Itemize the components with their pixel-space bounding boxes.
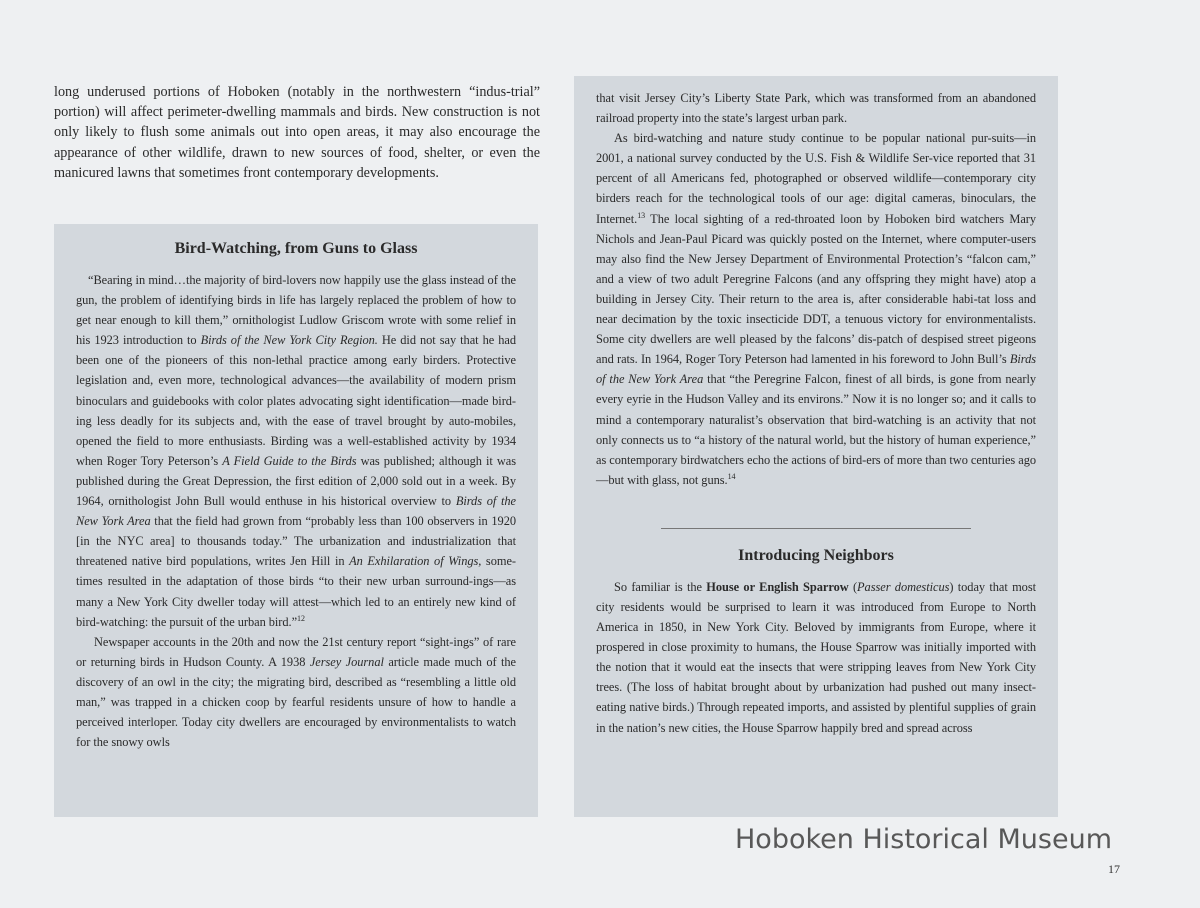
book-title-italic: Birds of the New York City Region. bbox=[200, 333, 378, 348]
book-title-italic: Birds of the New York Area bbox=[76, 494, 516, 529]
continued-box bbox=[574, 76, 1058, 817]
footnote-marker: 14 bbox=[727, 471, 736, 481]
book-title-italic: An Exhilaration of Wings, bbox=[349, 554, 482, 569]
sidebar-paragraph-2 bbox=[76, 632, 516, 753]
text-run: “Bearing in mind…the majority of bird-lovers now happily use the glass instead of the gun, the problem of identifying birds in life has largely replaced the problem of how to get near enough to kill them,” ornithologist Ludlow Griscom wrote with some relief in his 1923 introduction to bbox=[76, 273, 516, 348]
museum-watermark: Hoboken Historical Museum bbox=[735, 824, 1113, 855]
continued-paragraph: that visit Jersey City’s Liberty State Park, which was transformed from an abandoned railroad property into the state’s largest urban park. bbox=[596, 91, 1036, 126]
text-run: ) today that most city residents would be surprised to learn it was introduced from Europe to North America in 1850, in New York City. Beloved by immigrants from Europe, where it prospered in close proximity to humans, the House Sparrow was initially imported with the notion that it would eat the insects that were stripping leaves from New York City trees. (The loss of habitat brought about by urbanization had pushed out many insect-eating native birds.) Through repeated imports, and assisted by plentiful supplies of grain in the nation’s new cities, the House Sparrow happily bred and spread across bbox=[596, 579, 1036, 735]
book-title-italic: Birds of the New York Area bbox=[596, 352, 1036, 387]
birdwatching-paragraph bbox=[596, 128, 1036, 490]
latin-name-italic: Passer domesticus bbox=[857, 579, 950, 594]
intro-paragraph: long underused portions of Hoboken (notably in the northwestern “indus-trial” portion) will affect perimeter-dwelling mammals and birds. New construction is not only likely to flush some animals out into open areas, it may also encourage the appearance of other wildlife, drawn to new sources of food, shelter, or even the manicured lawns that sometimes front contemporary developments. bbox=[54, 84, 540, 181]
text-run: was published; although it was published during the Great Depression, the first edition of 2,000 sold out in a week. By 1964, ornithologist John Bull would enthuse in his historical overview to bbox=[76, 453, 516, 509]
text-run: that the field had grown from “probably less than 100 observers in 1920 [in the NYC area] to thousands today.” The urbanization and industrialization that threatened native bird populations, writes Jen Hill in bbox=[76, 514, 516, 569]
newspaper-title-italic: Jersey Journal bbox=[309, 654, 384, 669]
text-run: Newspaper accounts in the 20th and now the 21st century report “sight-ings” of rare or returning birds in Hudson County. A 1938 bbox=[76, 634, 516, 669]
sparrow-paragraph bbox=[596, 577, 1036, 738]
sidebar-paragraph-1 bbox=[76, 270, 516, 632]
text-run: The local sighting of a red-throated loon by Hoboken bird watchers Mary Nichols and Jean-Paul Picard was quickly posted on the Internet, where computer-users may also find the New Jersey Department of Environmental Protection’s “falcon cam,” and a view of two adult Peregrine Falcons (and any offspring they might have) atop a building in Jersey City. Their return to the area is, after considerable habi-tat loss and near decimation by the toxic insecticide DDT, a tenuous victory for environmentalists. Some city dwellers are well pleased by the falcons’ dis-patch of despised street pigeons and rats. In 1964, Roger Tory Peterson had lamented in his foreword to John Bull’s bbox=[596, 211, 1036, 367]
page-number: 17 bbox=[1108, 862, 1120, 876]
text-run: some-times resulted in the adaptation of those birds “to their new urban surround-ings—as many a New York City dweller today will attest—which led to an entirely new kind of bird-watching: the pursuit of the urban bird.” bbox=[76, 554, 516, 629]
text-run: So familiar is the bbox=[614, 579, 707, 594]
sidebar-title: Bird-Watching, from Guns to Glass bbox=[174, 240, 418, 257]
text-run: article made much of the discovery of an owl in the city; the migrating bird, described as “resembling a little old man,” was trapped in a chicken coop by fearful residents unsure of how to handle a perceived interloper. Today city dwellers are encouraged by environmentalists to watch for the snowy owls bbox=[76, 654, 516, 750]
species-name-bold: House or English Sparrow bbox=[706, 579, 849, 594]
footnote-marker: 13 bbox=[637, 210, 646, 220]
section-divider bbox=[661, 528, 971, 529]
sidebar-box-bird-watching bbox=[54, 224, 538, 817]
text-run: ( bbox=[848, 579, 858, 594]
text-run: As bird-watching and nature study continue to be popular national pur-suits—in 2001, a national survey conducted by the U.S. Fish & Wildlife Ser-vice reported that 31 percent of all Americans fed, photographed or observed wildlife—contemporary city birders reach for the technological tools of our age: digital cameras, binoculars, the Internet. bbox=[596, 131, 1036, 226]
text-run: that “the Peregrine Falcon, finest of all birds, is gone from nearly every eyrie in the Hudson Valley and its environs.” Now it is no longer so; and it calls to mind a contemporary naturalist’s observation that bird-watching is an activity that not only connects us to “a history of the natural world, but the history of human experience,” as contemporary birdwatchers echo the actions of bird-ers of more than two centuries ago—but with glass, not guns. bbox=[596, 372, 1036, 487]
book-title-italic: A Field Guide to the Birds bbox=[222, 453, 357, 468]
section-title: Introducing Neighbors bbox=[738, 546, 894, 564]
text-run: He did not say that he had been one of the pioneers of this non-lethal practice among early birders. Protective legislation and, even more, technological advances—the availability of modern prism binoculars and guidebooks with color plates advocating sight identification—made bird-ing less deadly for its subjects and, with the ease of travel brought by auto-mobiles, opened the field to more enthusiasts. Birding was a well-established activity by 1934 when Roger Tory Peterson’s bbox=[76, 333, 516, 468]
footnote-marker: 12 bbox=[297, 613, 305, 623]
